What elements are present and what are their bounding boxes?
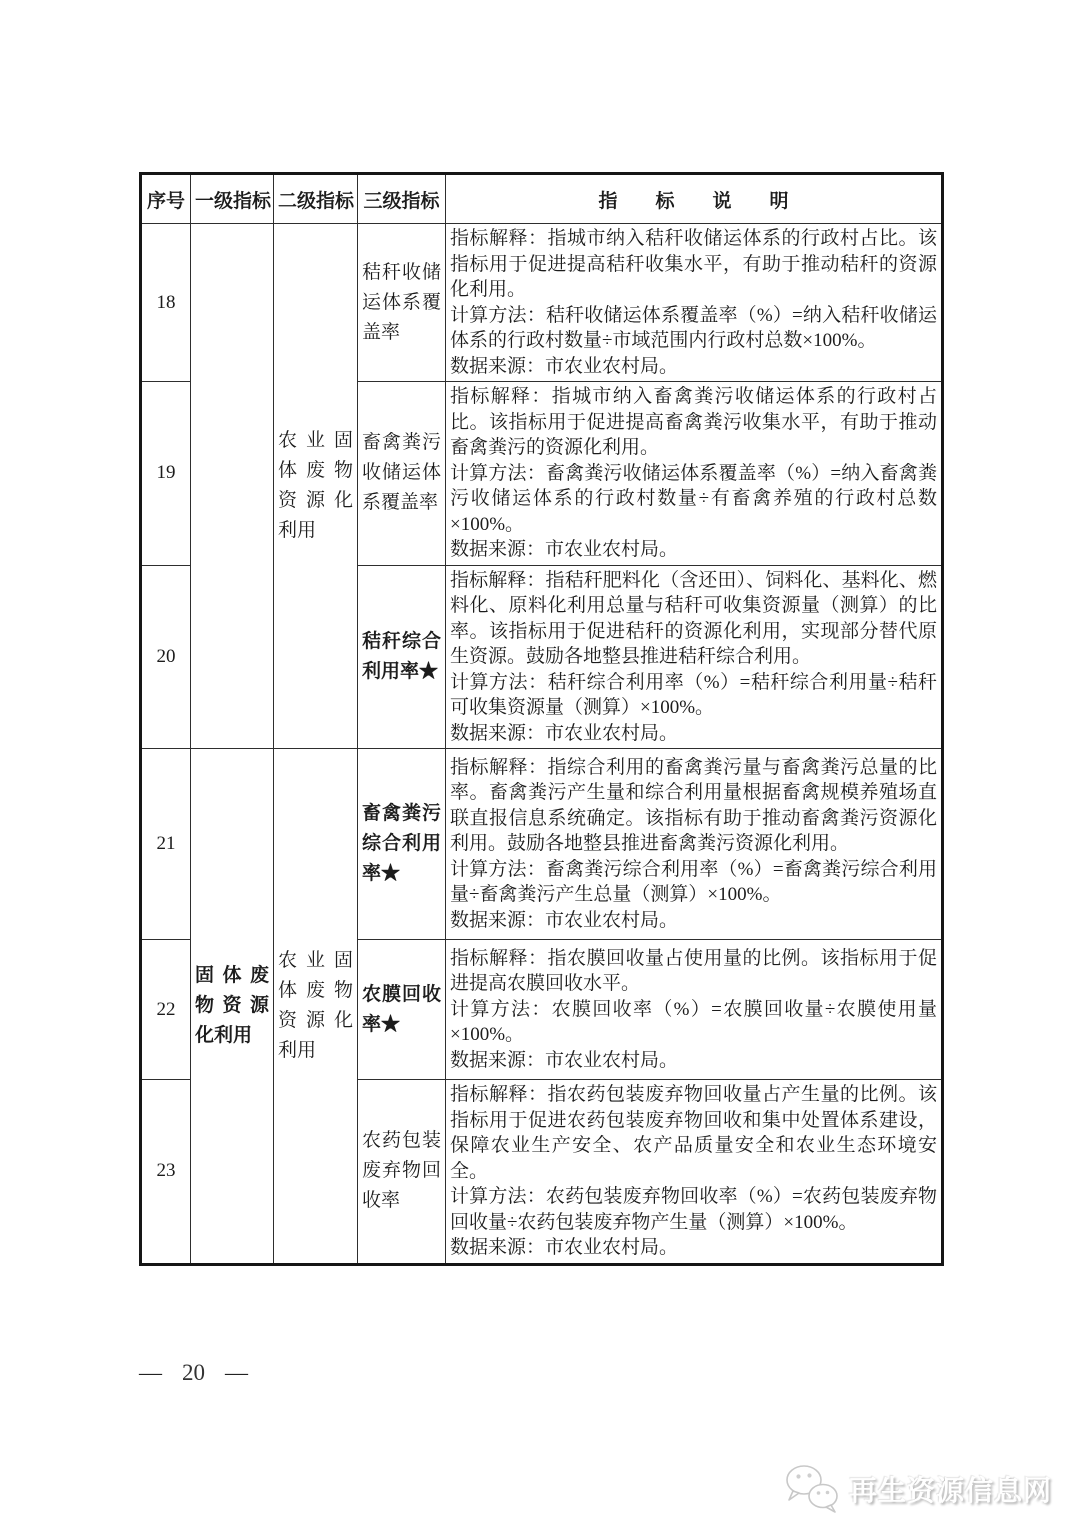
indicator-explanation: 指标解释：指城市纳入秸秆收储运体系的行政村占比。该指标用于促进提高秸秆收集水平，有助于推动秸秆的资源化利用。	[450, 228, 937, 300]
calculation-method: 计算方法：畜禽粪污综合利用率（%）=畜禽粪污综合利用量÷畜禽粪污产生总量（测算）×100%。	[450, 858, 937, 906]
level3-cell: 秸秆综合利用率★	[358, 565, 446, 749]
page-number	[139, 1360, 248, 1386]
indicator-explanation: 指标解释：指农膜回收量占使用量的比例。该指标用于促进提高农膜回收水平。	[450, 947, 937, 995]
serial-cell: 23	[141, 1080, 191, 1265]
indicator-explanation: 指标解释：指农药包装废弃物回收量占产生量的比例。该指标用于促进农药包装废弃物回收和集中处置体系建设，保障农业生产安全、农产品质量安全和农业生态环境安全。	[450, 1084, 937, 1182]
indicator-explanation: 指标解释：指秸秆肥料化（含还田）、饲料化、基料化、燃料化、原料化利用总量与秸秆可收集资源量（测算）的比率。该指标用于促进秸秆的资源化利用，实现部分替代原生资源。鼓励各地整县推进秸秆综合利用。	[450, 569, 937, 667]
level1-cell-group1	[191, 224, 274, 749]
data-source: 数据来源：市农业农村局。	[450, 722, 679, 744]
indicator-explanation: 指标解释：指综合利用的畜禽粪污量与畜禽粪污总量的比率。畜禽粪污产生量和综合利用量根据畜禽规模养殖场直联直报信息系统确定。该指标有助于推动畜禽粪污资源化利用。鼓励各地整县推进畜禽粪污资源化利用。	[450, 756, 937, 855]
header-level3: 三级指标	[358, 174, 446, 224]
description-cell	[446, 565, 943, 749]
description-cell	[446, 224, 943, 382]
serial-cell: 22	[141, 940, 191, 1080]
data-source: 数据来源：市农业农村局。	[450, 1237, 679, 1258]
header-level2: 二级指标	[274, 174, 358, 224]
header-level1: 一级指标	[191, 174, 274, 224]
description-cell	[446, 1080, 943, 1265]
data-source: 数据来源：市农业农村局。	[450, 909, 679, 931]
calculation-method: 计算方法：秸秆收储运体系覆盖率（%）=纳入秸秆收储运体系的行政村数量÷市域范围内行政村总数×100%。	[450, 304, 937, 351]
serial-cell: 19	[141, 382, 191, 566]
level3-cell: 秸秆收储运体系覆盖率	[358, 224, 446, 382]
calculation-method: 计算方法：秸秆综合利用率（%）=秸秆综合利用量÷秸秆可收集资源量（测算）×100%。	[450, 671, 937, 718]
serial-cell: 18	[141, 224, 191, 382]
level2-cell-group2: 农业固体废物资源化利用	[274, 749, 358, 1265]
description-cell	[446, 749, 943, 940]
level3-cell: 畜禽粪污收储运体系覆盖率	[358, 382, 446, 566]
level3-cell: 农膜回收率★	[358, 940, 446, 1080]
data-source: 数据来源：市农业农村局。	[450, 539, 679, 560]
level3-cell: 畜禽粪污综合利用率★	[358, 749, 446, 940]
serial-cell: 20	[141, 565, 191, 749]
data-source: 数据来源：市农业农村局。	[450, 355, 679, 377]
serial-cell: 21	[141, 749, 191, 940]
table-header-row	[141, 174, 943, 224]
indicator-table	[139, 172, 944, 1266]
data-source: 数据来源：市农业农村局。	[450, 1049, 679, 1071]
table-row-18	[141, 224, 943, 382]
watermark	[783, 1463, 1052, 1515]
page-number-dash-right: —	[225, 1360, 248, 1385]
calculation-method: 计算方法：农药包装废弃物回收率（%）=农药包装废弃物回收量÷农药包装废弃物产生量（测算）×100%。	[450, 1186, 937, 1233]
page-number-dash-left: —	[139, 1360, 162, 1385]
level3-cell: 农药包装废弃物回收率	[358, 1080, 446, 1265]
header-description: 指 标 说 明	[446, 174, 943, 224]
description-cell	[446, 382, 943, 566]
page-number-value: 20	[182, 1360, 205, 1385]
description-cell	[446, 940, 943, 1080]
header-serial: 序号	[141, 174, 191, 224]
table-row-21	[141, 749, 943, 940]
level2-cell-group1: 农业固体废物资源化利用	[274, 224, 358, 749]
level1-cell-group2: 固体废物资源化利用	[191, 749, 274, 1265]
watermark-text: 再生资源信息网	[848, 1475, 1052, 1506]
calculation-method: 计算方法：畜禽粪污收储运体系覆盖率（%）=纳入畜禽粪污收储运体系的行政村数量÷有畜禽养殖的行政村总数×100%。	[450, 462, 937, 535]
calculation-method: 计算方法：农膜回收率（%）=农膜回收量÷农膜使用量×100%。	[450, 998, 937, 1046]
indicator-explanation: 指标解释：指城市纳入畜禽粪污收储运体系的行政村占比。该指标用于促进提高畜禽粪污收集水平，有助于推动畜禽粪污的资源化利用。	[450, 386, 937, 458]
wechat-icon	[783, 1463, 841, 1515]
